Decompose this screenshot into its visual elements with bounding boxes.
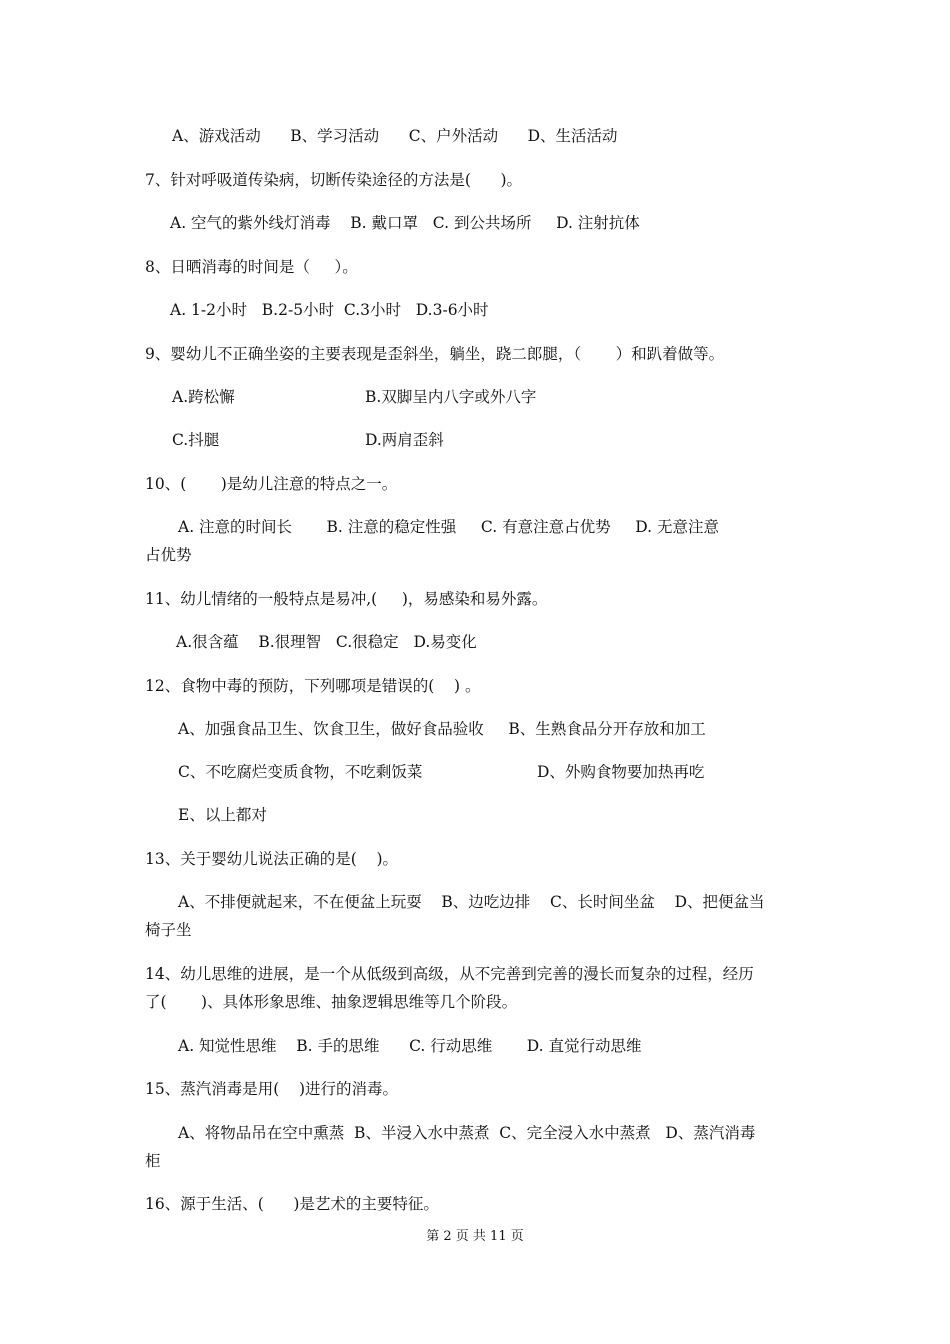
q12-option-e: E、以上都对	[178, 806, 267, 824]
q9-stem: 9、婴幼儿不正确坐姿的主要表现是歪斜坐，躺坐，跷二郎腿，（ ）和趴着做等。	[145, 345, 725, 363]
q9-option-a: A.跨松懈	[172, 388, 235, 406]
q12-stem: 12、食物中毒的预防，下列哪项是错误的( ) 。	[145, 677, 481, 695]
q11-stem: 11、幼儿情绪的一般特点是易冲,( )，易感染和易外露。	[145, 590, 548, 608]
q15-options-wrap: 柜	[145, 1152, 161, 1170]
q7-options: A. 空气的紫外线灯消毒 B. 戴口罩 C. 到公共场所 D. 注射抗体	[170, 214, 640, 232]
page-footer: 第 2 页 共 11 页	[426, 1229, 524, 1244]
q8-options: A. 1-2小时 B.2-5小时 C.3小时 D.3-6小时	[170, 301, 489, 319]
q16-stem: 16、源于生活、( )是艺术的主要特征。	[145, 1195, 439, 1213]
q13-options: A、不排便就起来，不在便盆上玩耍 B、边吃边排 C、长时间坐盆 D、把便盆当	[178, 893, 765, 911]
q6-options: A、游戏活动 B、学习活动 C、户外活动 D、生活活动	[172, 127, 618, 145]
q7-stem: 7、针对呼吸道传染病，切断传染途径的方法是( )。	[145, 171, 523, 189]
q9-option-d: D.两肩歪斜	[365, 431, 444, 449]
q14-options: A. 知觉性思维 B. 手的思维 C. 行动思维 D. 直觉行动思维	[178, 1037, 642, 1055]
q14-stem: 14、幼儿思维的进展，是一个从低级到高级，从不完善到完善的漫长而复杂的过程，经历	[145, 965, 754, 983]
q9-option-b: B.双脚呈内八字或外八字	[365, 388, 537, 406]
q13-options-wrap: 椅子坐	[145, 921, 192, 939]
q9-option-c: C.抖腿	[172, 431, 220, 449]
q15-stem: 15、蒸汽消毒是用( )进行的消毒。	[145, 1080, 399, 1098]
q10-options-wrap: 占优势	[145, 546, 192, 564]
q12-option-d: D、外购食物要加热再吃	[537, 763, 705, 781]
q10-stem: 10、( )是幼儿注意的特点之一。	[145, 475, 398, 493]
q13-stem: 13、关于婴幼儿说法正确的是( )。	[145, 850, 399, 868]
q12-option-c: C、不吃腐烂变质食物，不吃剩饭菜	[178, 763, 423, 781]
q8-stem: 8、日晒消毒的时间是（ ）。	[145, 258, 358, 276]
q14-stem-wrap: 了( )、具体形象思维、抽象逻辑思维等几个阶段。	[145, 993, 518, 1011]
q10-options: A. 注意的时间长 B. 注意的稳定性强 C. 有意注意占优势 D. 无意注意	[178, 518, 719, 536]
q15-options: A、将物品吊在空中熏蒸 B、半浸入水中蒸煮 C、完全浸入水中蒸煮 D、蒸汽消毒	[178, 1124, 756, 1142]
q11-options: A.很含蕴 B.很理智 C.很稳定 D.易变化	[176, 633, 477, 651]
q12-option-ab: A、加强食品卫生、饮食卫生，做好食品验收 B、生熟食品分开存放和加工	[178, 720, 706, 738]
